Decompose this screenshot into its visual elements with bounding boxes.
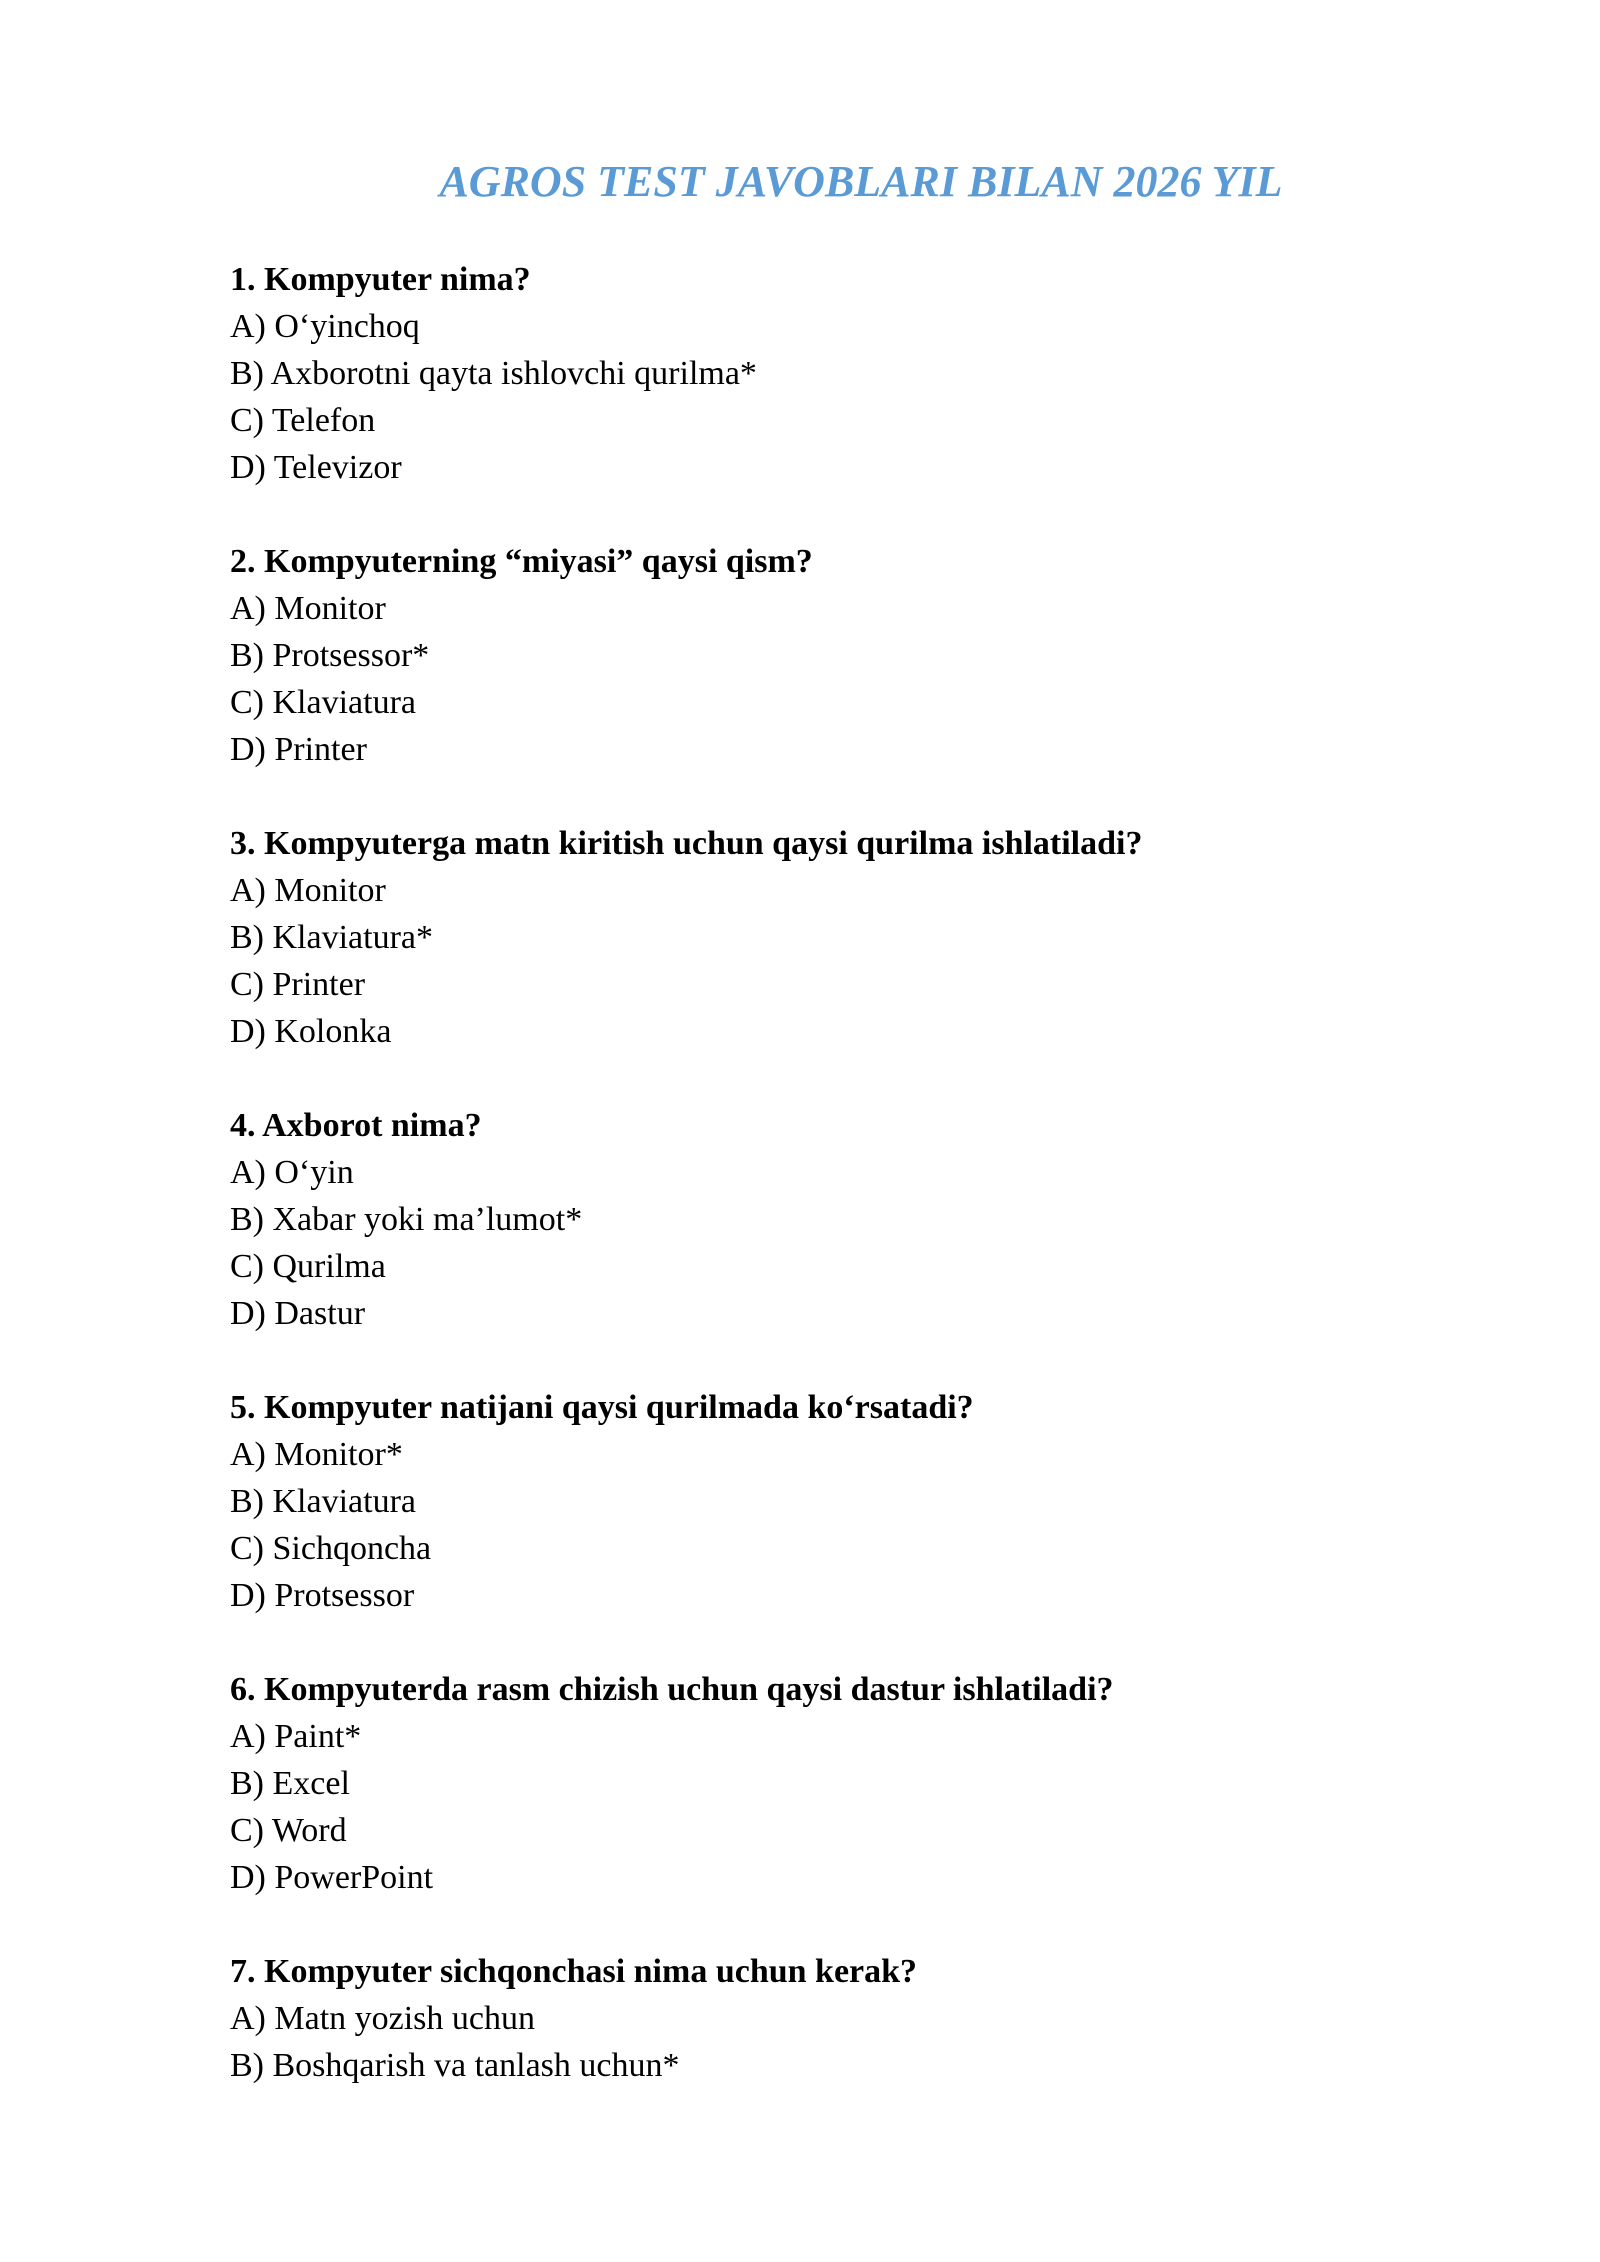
answer-option: B) Axborotni qayta ishlovchi qurilma* bbox=[230, 355, 757, 392]
answer-option: B) Excel bbox=[230, 1765, 350, 1802]
question-4 bbox=[230, 1102, 1410, 1337]
question-title: 4. Axborot nima? bbox=[230, 1107, 482, 1144]
answer-option: C) Telefon bbox=[230, 402, 376, 439]
answer-option: C) Qurilma bbox=[230, 1248, 386, 1285]
question-title: 1. Kompyuter nima? bbox=[230, 261, 531, 298]
answer-option: A) O‘yin bbox=[230, 1154, 354, 1191]
answer-option: D) PowerPoint bbox=[230, 1859, 434, 1896]
answer-option: A) Monitor bbox=[230, 590, 386, 627]
question-title: 6. Kompyuterda rasm chizish uchun qaysi dastur ishlatiladi? bbox=[230, 1671, 1114, 1708]
question-3 bbox=[230, 820, 1410, 1055]
answer-option: A) Monitor* bbox=[230, 1436, 403, 1473]
answer-option: D) Dastur bbox=[230, 1295, 366, 1332]
answer-option: C) Printer bbox=[230, 966, 366, 1003]
answer-option: B) Klaviatura bbox=[230, 1483, 416, 1520]
question-title: 5. Kompyuter natijani qaysi qurilmada ko‘rsatadi? bbox=[230, 1389, 974, 1426]
answer-option: B) Klaviatura* bbox=[230, 919, 433, 956]
answer-option: D) Televizor bbox=[230, 449, 402, 486]
answer-option: D) Kolonka bbox=[230, 1013, 392, 1050]
question-6 bbox=[230, 1666, 1410, 1901]
answer-option: B) Boshqarish va tanlash uchun* bbox=[230, 2047, 680, 2084]
answer-option: C) Klaviatura bbox=[230, 684, 416, 721]
question-7 bbox=[230, 1948, 1410, 2089]
question-1 bbox=[230, 256, 1410, 491]
question-title: 3. Kompyuterga matn kiritish uchun qaysi qurilma ishlatiladi? bbox=[230, 825, 1143, 862]
answer-option: D) Protsessor bbox=[230, 1577, 415, 1614]
answer-option: D) Printer bbox=[230, 731, 367, 768]
document-title: AGROS TEST JAVOBLARI BILAN 2026 YIL bbox=[439, 157, 1283, 206]
answer-option: A) Matn yozish uchun bbox=[230, 2000, 536, 2037]
answer-option: C) Word bbox=[230, 1812, 347, 1849]
answer-option: A) Paint* bbox=[230, 1718, 362, 1755]
answer-option: A) Monitor bbox=[230, 872, 386, 909]
answer-option: C) Sichqoncha bbox=[230, 1530, 432, 1567]
question-2 bbox=[230, 538, 1410, 773]
answer-option: B) Xabar yoki ma’lumot* bbox=[230, 1201, 583, 1238]
question-title: 7. Kompyuter sichqonchasi nima uchun kerak? bbox=[230, 1953, 918, 1990]
question-5 bbox=[230, 1384, 1410, 1619]
question-title: 2. Kompyuterning “miyasi” qaysi qism? bbox=[230, 543, 813, 580]
answer-option: A) O‘yinchoq bbox=[230, 308, 420, 345]
answer-option: B) Protsessor* bbox=[230, 637, 430, 674]
question-list bbox=[230, 256, 1410, 2136]
